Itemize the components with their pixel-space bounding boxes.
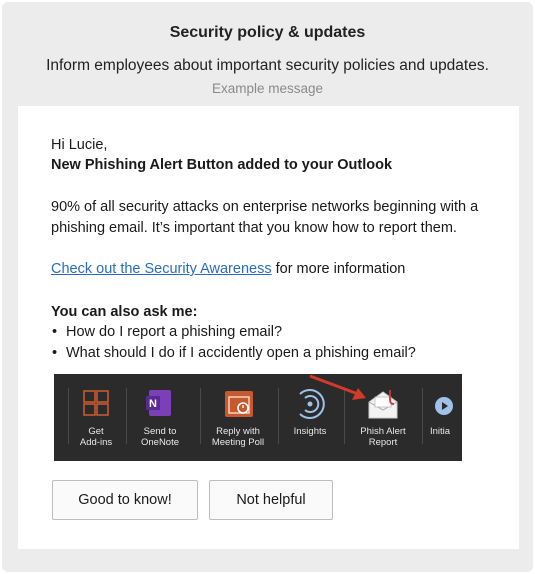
- add-ins-icon: [81, 388, 111, 418]
- question-item: • How do I report a phishing email?: [51, 322, 416, 343]
- ribbon-separator: [422, 388, 423, 444]
- ribbon-label: Reply with Meeting Poll: [211, 426, 265, 448]
- ribbon-separator: [126, 388, 127, 444]
- link-suffix: for more information: [271, 261, 406, 277]
- ribbon-label: Send to OneNote: [140, 426, 180, 448]
- not-helpful-button[interactable]: Not helpful: [209, 480, 333, 520]
- ribbon-label: Insights: [293, 426, 327, 437]
- link-line: [51, 259, 405, 280]
- card-subtitle: Inform employees about important security policies and updates.: [46, 57, 489, 74]
- ribbon-item-meeting-poll: [204, 374, 272, 461]
- pointer-arrow: [306, 374, 376, 404]
- ribbon-separator: [200, 388, 201, 444]
- ribbon-item-initia: [426, 374, 462, 461]
- message-body: 90% of all security attacks on enterprise networks beginning with a phishing email. It’s important that you know how to report them.: [51, 199, 479, 236]
- svg-text:N: N: [149, 398, 157, 410]
- meeting-poll-icon: [223, 388, 255, 420]
- message-headline: New Phishing Alert Button added to your Outlook: [51, 157, 393, 173]
- play-icon: [434, 396, 454, 416]
- example-label: Example message: [211, 81, 324, 96]
- card-title: Security policy & updates: [169, 24, 366, 41]
- outlook-ribbon-screenshot: [54, 374, 462, 461]
- greeting: Hi Lucie,: [51, 137, 108, 153]
- question-item: • What should I do if I accidently open a phishing email?: [51, 343, 416, 364]
- good-to-know-button[interactable]: Good to know!: [52, 480, 198, 520]
- ribbon-item-send-to-onenote: [129, 374, 191, 461]
- ribbon-label: Phish Alert Report: [360, 426, 406, 448]
- adaptive-card: [2, 2, 533, 572]
- ribbon-label: Initia: [430, 426, 451, 437]
- ribbon-label: Get Add-ins: [79, 426, 113, 448]
- security-awareness-link[interactable]: Check out the Security Awareness: [51, 261, 272, 277]
- question-list: [51, 322, 416, 364]
- ribbon-separator: [278, 388, 279, 444]
- message-preview: [18, 106, 519, 549]
- onenote-icon: [145, 388, 175, 418]
- ask-heading: You can also ask me:: [51, 304, 198, 320]
- ribbon-item-get-add-ins: [68, 374, 124, 461]
